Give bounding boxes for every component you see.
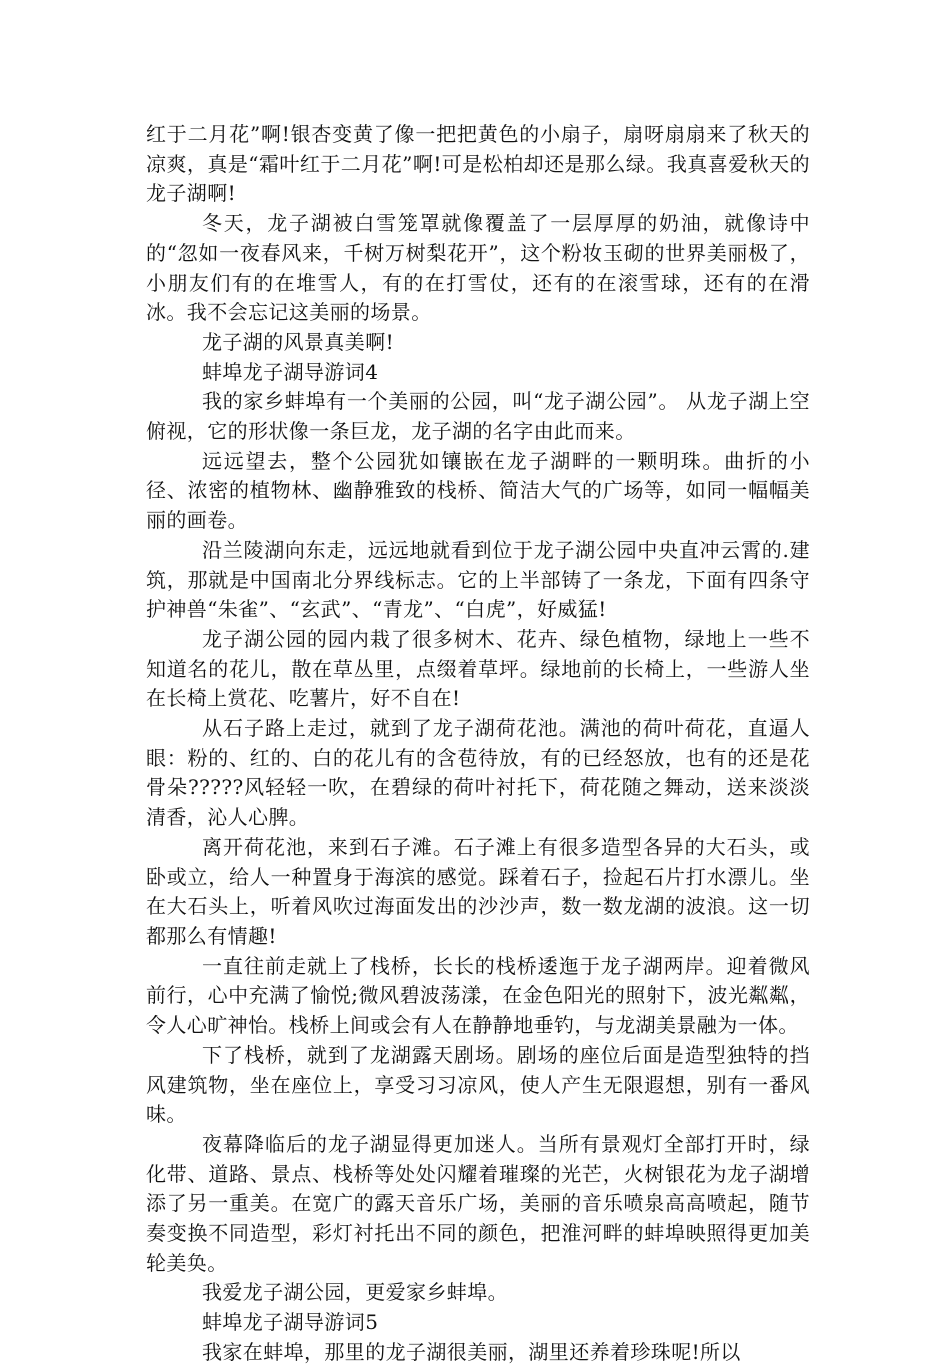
paragraph-garden: 龙子湖公园的园内栽了很多树木、花卉、绿色植物，绿地上一些不知道名的花儿，散在草丛里，点缀着草坪。绿地前的长椅上，一些游人坐在长椅上赏花、吃薯片，好不自在! — [146, 626, 810, 711]
paragraph-lotus-pond: 从石子路上走过，就到了龙子湖荷花池。满池的荷叶荷花，直逼人眼：粉的、红的、白的花儿有的含苞待放，有的已经怒放，也有的还是花骨朵?????风轻轻一吹，在碧绿的荷叶衬托下，荷花随之舞动，送来淡淡清香，沁人心脾。 — [146, 716, 810, 830]
paragraph-continuation: 红于二月花”啊!银杏变黄了像一把把黄色的小扇子，扇呀扇扇来了秋天的凉爽，真是“霜叶红于二月花”啊!可是松柏却还是那么绿。我真喜爱秋天的龙子湖啊! — [146, 122, 810, 206]
document-body — [146, 120, 810, 1368]
paragraph-hometown: 我的家乡蚌埠有一个美丽的公园，叫“龙子湖公园”。 从龙子湖上空俯视，它的形状像一条巨龙，龙子湖的名字由此而来。 — [146, 389, 810, 444]
paragraph-pebble-beach: 离开荷花池，来到石子滩。石子滩上有很多造型各异的大石头，或卧或立，给人一种置身于海滨的感觉。踩着石子，捡起石片打水漂儿。坐在大石头上，听着风吹过海面发出的沙沙声，数一数龙湖的波浪。这一切都那么有情趣! — [146, 834, 810, 948]
paragraph-trestle-bridge: 一直往前走就上了栈桥，长长的栈桥逶迤于龙子湖两岸。迎着微风前行，心中充满了愉悦;微风碧波荡漾，在金色阳光的照射下，波光粼粼，令人心旷神怡。栈桥上间或会有人在静静地垂钓，与龙湖美景融为一体。 — [146, 953, 810, 1038]
paragraph-pearl: 我家在蚌埠，那里的龙子湖很美丽，湖里还养着珍珠呢!所以 — [202, 1339, 741, 1364]
paragraph-landmark: 沿兰陵湖向东走，远远地就看到位于龙子湖公园中央直冲云霄的.建筑，那就是中国南北分界线标志。它的上半部铸了一条龙，下面有四条守护神兽“朱雀”、“玄武”、“青龙”、“白虎”，好威猛! — [146, 537, 810, 622]
section-heading-4: 蚌埠龙子湖导游词4 — [202, 359, 379, 384]
paragraph-distant-view: 远远望去，整个公园犹如镶嵌在龙子湖畔的一颗明珠。曲折的小径、浓密的植物林、幽静雅致的栈桥、简洁大气的广场等，如同一幅幅美丽的画卷。 — [146, 448, 810, 533]
paragraph-night: 夜幕降临后的龙子湖显得更加迷人。当所有景观灯全部打开时，绿化带、道路、景点、栈桥等处处闪耀着璀璨的光芒，火树银花为龙子湖增添了另一重美。在宽广的露天音乐广场，美丽的音乐喷泉高高喷起，随节奏变换不同造型，彩灯衬托出不同的颜色，把淮河畔的蚌埠映照得更加美轮美奂。 — [146, 1131, 810, 1275]
paragraph-love: 我爱龙子湖公园，更爱家乡蚌埠。 — [202, 1280, 508, 1305]
section-heading-5: 蚌埠龙子湖导游词5 — [202, 1310, 379, 1335]
paragraph-theater: 下了栈桥，就到了龙湖露天剧场。剧场的座位后面是造型独特的挡风建筑物，坐在座位上，享受习习凉风，使人产生无限遐想，别有一番风味。 — [146, 1042, 810, 1127]
paragraph-winter: 冬天，龙子湖被白雪笼罩就像覆盖了一层厚厚的奶油，就像诗中的“忽如一夜春风来，千树万树梨花开”，这个粉妆玉砌的世界美丽极了，小朋友们有的在堆雪人，有的在打雪仗，还有的在滚雪球，还有的在滑冰。我不会忘记这美丽的场景。 — [146, 211, 810, 325]
paragraph-scenery-exclaim: 龙子湖的风景真美啊! — [202, 329, 395, 354]
